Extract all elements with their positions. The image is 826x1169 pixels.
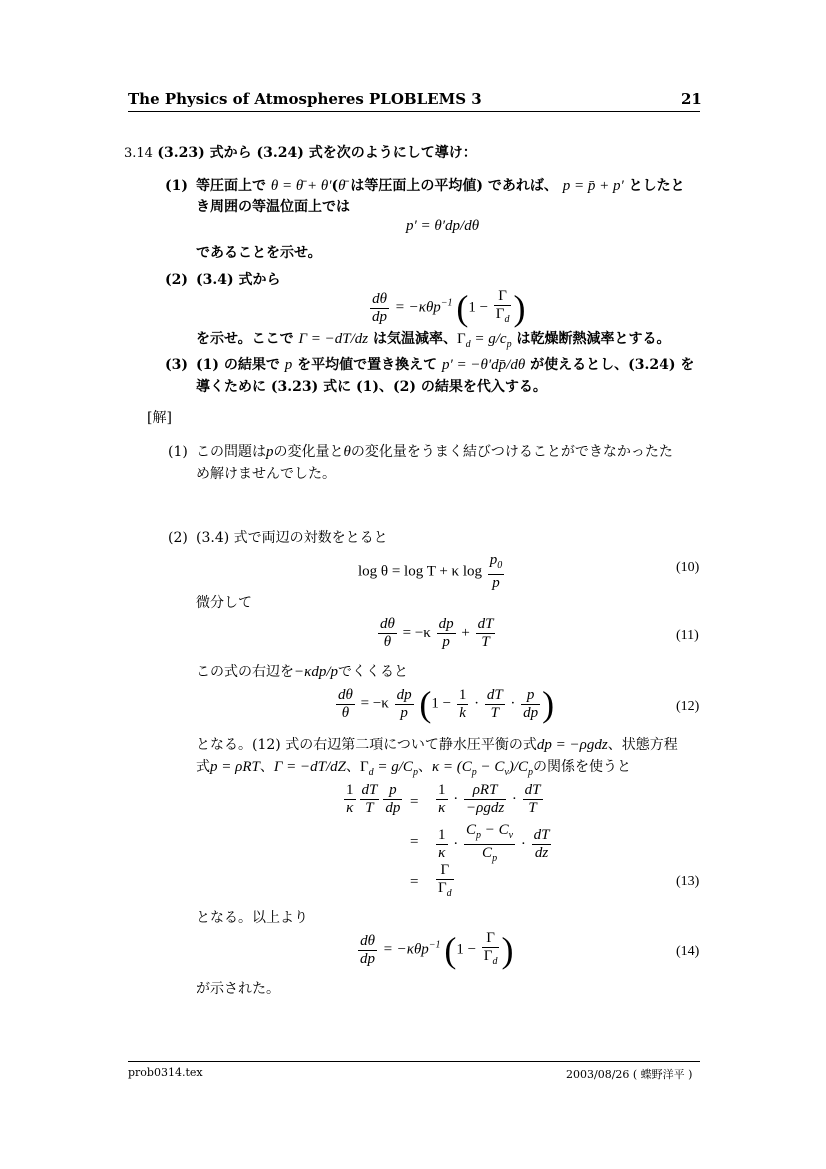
- solution-2-step-2: この式の右辺を−κdp/pでくくると: [196, 664, 408, 680]
- solution-2-label: (2): [168, 530, 188, 546]
- solution-2-step-4: となる。以上より: [196, 910, 308, 926]
- part-3-line-2: 導くために (3.23) 式に (1)、(2) の結果を代入する。: [196, 379, 547, 395]
- problem-number: 3.14: [124, 146, 153, 161]
- equation-13-rhs-2: $\frac{1}{\kappa}$ · $\frac{C_p - C_v}{C_p}$ · $\frac{dT}{dz}$: [438, 822, 550, 864]
- equation-11: $\frac{d\theta}{\theta}$ = −κ $\frac{dp}{p}$ + $\frac{dT}{T}$: [380, 616, 494, 650]
- equation-13-rhs-1: $\frac{1}{\kappa}$ · $\frac{\text{ρRT}}{\text{−ρgdz}}$ · $\frac{dT}{T}$: [438, 782, 541, 816]
- equation-11-tag: (11): [676, 628, 699, 643]
- problem-statement: [124, 142, 477, 165]
- equation-13-lhs: $\frac{1}{\kappa}$ $\frac{dT}{T}$ $\frac{p}{dp}$: [346, 782, 401, 816]
- equation-13-eq-1: =: [410, 794, 419, 810]
- footer-filename: prob0314.tex: [128, 1066, 203, 1079]
- part-2-line-2: を示せ。ここで Γ = −dT/dz は気温減率、$\Gamma_d = g/c_p$ は乾燥断熱減率とする。: [196, 331, 671, 350]
- part-2-label: (2): [165, 272, 188, 288]
- equation-14: $\frac{d\theta}{dp}$ = −κθp$^{-1}$ (1 − $\frac{\Gamma}{\Gamma_d}$ ): [360, 930, 514, 970]
- part-1-line-2: き周囲の等温位面上では: [196, 199, 350, 215]
- solution-1-line-1: この問題はpの変化量とθの変化量をうまく結びつけることができなかったた: [196, 444, 673, 460]
- part-1-label: (1): [165, 178, 188, 194]
- solution-2-conclusion: が示された。: [196, 981, 280, 997]
- part-1-line-3: であることを示せ。: [196, 245, 322, 261]
- solution-2-step-1: 微分して: [196, 595, 252, 611]
- part-2-line-1: (3.4) 式から: [196, 272, 281, 288]
- header-rule: [128, 111, 700, 112]
- part-3-line-1: (1) の結果で p を平均値で置き換えて p′ = −θ′dp̄/dθ が使えるとし、(3.24) を: [196, 357, 695, 373]
- equation-10-tag: (10): [676, 560, 700, 575]
- equation-12-tag: (12): [676, 699, 700, 714]
- equation-12: $\frac{d\theta}{\theta}$ = −κ $\frac{dp}{p}$ (1 − $\frac{1}{k}$ · $\frac{dT}{T}$ · $\frac{p}{dp}$ ): [338, 684, 555, 724]
- solution-2-step-3-line-2: 式p = ρRT、Γ = −dT/dZ、$\Gamma_d = g/C_p$、$\kappa = (C_p - C_v)/C_p$の関係を使うと: [196, 759, 632, 778]
- part-1-line-1: 等圧面上で θ = θ̄ + θ′(θ̄ は等圧面上の平均値) であれば、 p = p̄ + p′ としたと: [196, 178, 685, 194]
- equation-14-tag: (14): [676, 944, 700, 959]
- footer-date-author: 2003/08/26 ( 蝶野洋平 ): [566, 1068, 693, 1081]
- solution-2-step-3-line-1: となる。(12) 式の右辺第二項について静水圧平衡の式dp = −ρgdz、状態方程: [196, 737, 678, 753]
- problem-text: (3.23) 式から (3.24) 式を次のようにして導け：: [157, 145, 477, 161]
- equation-13-eq-3: =: [410, 874, 419, 890]
- solution-2-intro: (3.4) 式で両辺の対数をとると: [196, 530, 388, 546]
- equation-13-rhs-3: $\frac{\Gamma}{\Gamma_d}$: [438, 862, 452, 899]
- equation-13-eq-2: =: [410, 834, 419, 850]
- running-header-title: The Physics of Atmospheres PLOBLEMS 3: [128, 90, 482, 108]
- part-3-label: (3): [165, 357, 188, 373]
- solution-1-line-2: め解けませんでした。: [196, 466, 336, 482]
- page-number: 21: [681, 90, 702, 108]
- part-2-equation: $\frac{d\theta}{dp}$ = −κθp$^{-1}$ (1 − $\frac{\Gamma}{\Gamma_d}$ ): [372, 288, 526, 328]
- equation-13-tag: (13): [676, 874, 700, 889]
- solution-heading: [解]: [147, 410, 172, 426]
- solution-1-label: (1): [168, 444, 188, 460]
- equation-10: log θ = log T + κ log $\frac{p_0}{p}$: [358, 552, 503, 591]
- part-1-equation: p′ = θ′dp/dθ: [406, 218, 480, 234]
- footer-rule: [128, 1061, 700, 1062]
